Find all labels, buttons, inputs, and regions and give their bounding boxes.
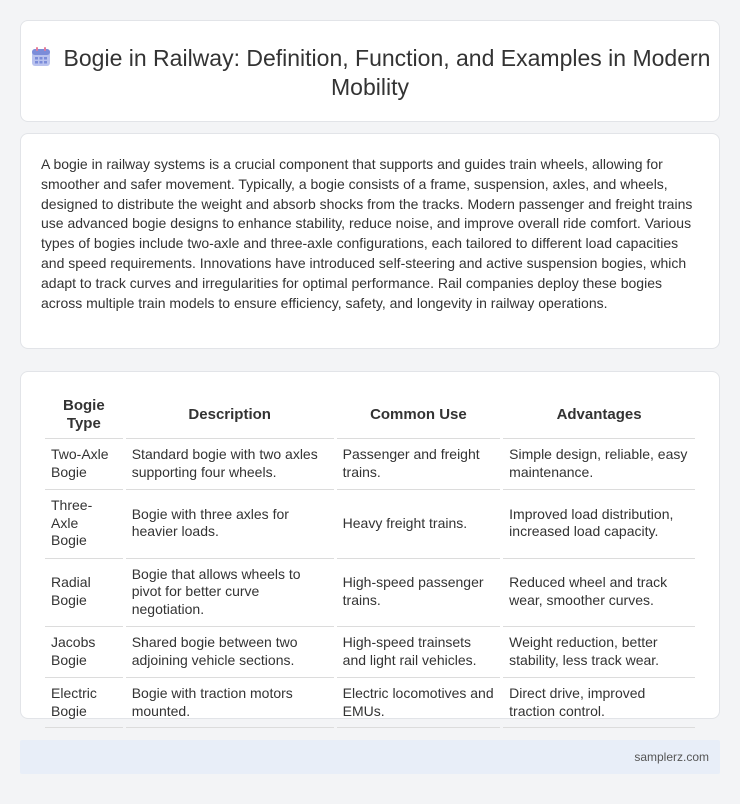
table-cell: Reduced wheel and track wear, smoother curves. [503,558,695,626]
title-card [20,20,720,122]
table-cell: Three-Axle Bogie [45,489,123,557]
table-cell: Simple design, reliable, easy maintenance. [503,438,695,488]
bogie-table [42,394,698,729]
table-cell: Standard bogie with two axles supporting four wheels. [126,438,334,488]
table-row [45,626,695,676]
table-cell: Radial Bogie [45,558,123,626]
column-header: Description [188,406,271,423]
table-cell: Bogie that allows wheels to pivot for better curve negotiation. [126,558,334,626]
table-row [45,438,695,488]
table-cell: Direct drive, improved traction control. [503,677,695,728]
table-cell: Jacobs Bogie [45,626,123,676]
calendar-icon [30,46,52,68]
table-cell: Two-Axle Bogie [45,438,123,488]
column-header: Bogie Type [63,397,105,432]
table-cell: High-speed trainsets and light rail vehicles. [337,626,501,676]
table-cell: High-speed passenger trains. [337,558,501,626]
table-header-row [45,395,695,437]
table-row [45,489,695,557]
table-cell: Shared bogie between two adjoining vehicle sections. [126,626,334,676]
table-row [45,677,695,728]
table-cell: Heavy freight trains. [337,489,501,557]
table-cell: Electric locomotives and EMUs. [337,677,501,728]
table-cell: Bogie with traction motors mounted. [126,677,334,728]
table-cell: Bogie with three axles for heavier loads. [126,489,334,557]
intro-card [20,133,720,349]
column-header: Advantages [556,406,642,423]
table-card [20,371,720,719]
footer-brand-link[interactable]: samplerz.com [634,750,709,764]
page-title-text: Bogie in Railway: Definition, Function, and Examples in Modern Mobility [63,45,711,100]
table-cell: Passenger and freight trains. [337,438,501,488]
page-title [21,44,719,102]
table-cell: Electric Bogie [45,677,123,728]
table-row [45,558,695,626]
table-cell: Improved load distribution, increased load capacity. [503,489,695,557]
intro-paragraph: A bogie in railway systems is a crucial component that supports and guides train wheels, allowing for smoother and safer movement. Typically, a bogie consists of a frame, suspension, axles, and wheels, designed to distribute the weight and absorb shocks from the tracks. Modern passenger and freight trains use advanced bogie designs to enhance stability, reduce noise, and improve overall ride comfort. Various types of bogies include two-axle and three-axle configurations, each tailored to different load capacities and speed requirements. Innovations have introduced self-steering and active suspension bogies, which adapt to track curves and irregularities for optimal performance. Rail companies deploy these bogies across multiple train models to ensure efficiency, safety, and longevity in railway operations. [41,156,693,311]
footer-bar [20,740,720,774]
column-header: Common Use [370,406,467,423]
table-cell: Weight reduction, better stability, less track wear. [503,626,695,676]
